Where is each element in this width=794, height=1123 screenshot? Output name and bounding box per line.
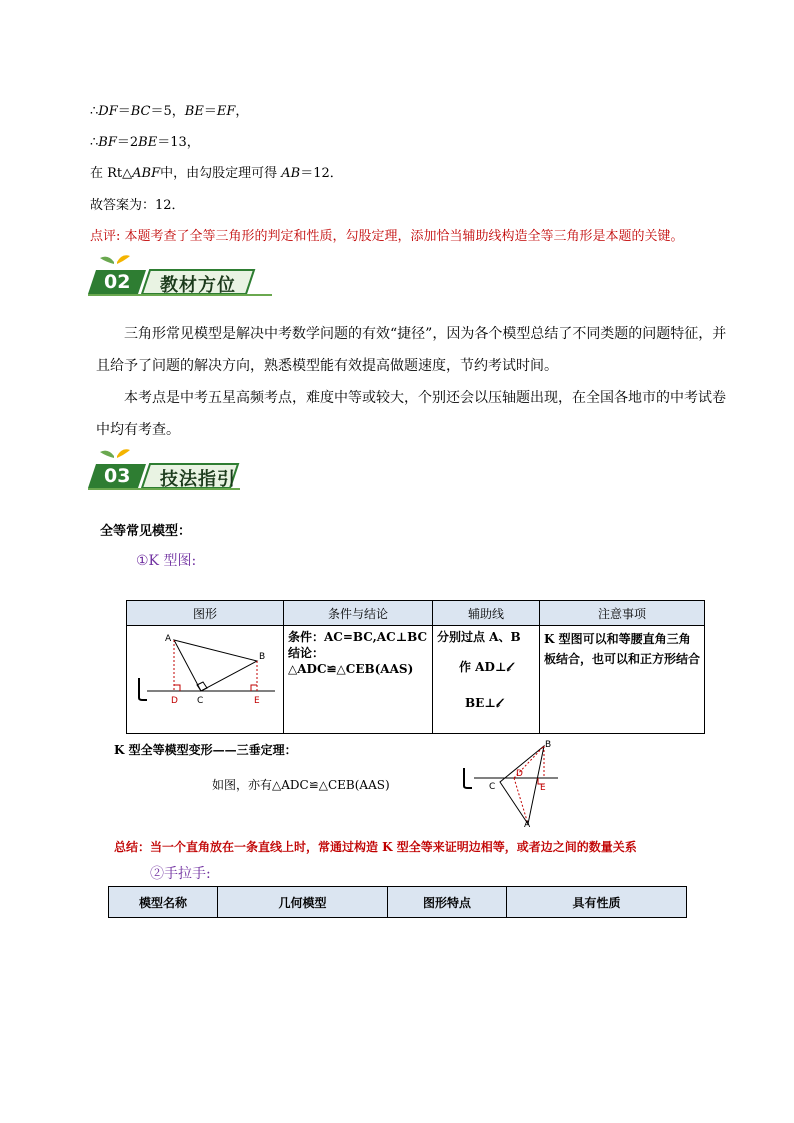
- conclusion-text: △ADC≌△CEB(AAS): [288, 662, 414, 676]
- notes-cell: K 型图可以和等腰直角三角板结合，也可以和正方形结合: [540, 626, 705, 734]
- script-l-symbol: 𝓁: [495, 696, 500, 710]
- figure-cell: [127, 626, 284, 734]
- text: ＝: [117, 104, 131, 119]
- solution-line-1: [90, 104, 248, 120]
- var-ab: AB: [281, 166, 301, 181]
- label-c: C: [489, 782, 496, 792]
- var-bc: BC: [130, 104, 151, 119]
- table-header: 条件与结论: [284, 601, 433, 626]
- conditions-cell: [284, 626, 433, 734]
- var-be: BE: [184, 104, 204, 119]
- section-02-badge: [84, 252, 274, 302]
- var-be: BE: [138, 135, 158, 150]
- k-model-label: ①K 型图:: [136, 553, 197, 569]
- condition-text: 条件：AC=BC,AC⊥BC: [288, 630, 428, 644]
- text: ＝: [203, 104, 217, 119]
- table-header: 图形特点: [388, 887, 507, 918]
- comment-line: 点评: 本题考查了全等三角形的判定和性质，勾股定理，添加恰当辅助线构造全等三角形是本题的关键。: [90, 229, 684, 244]
- three-perpendicular-figure: [456, 738, 562, 828]
- label-c: C: [197, 696, 204, 706]
- section-03-badge: [84, 446, 244, 496]
- aux-cell: [433, 626, 540, 734]
- solution-line-4: 故答案为：12．: [90, 198, 185, 213]
- table-header: 注意事项: [540, 601, 705, 626]
- section-number: 02: [104, 271, 131, 293]
- paragraph-2: 本考点是中考五星高频考点，难度中等或较大，个别还会以压轴题出现，在全国各地市的中考试卷中均有考查。: [96, 390, 726, 438]
- label-a: A: [165, 634, 172, 644]
- aux-text-2: 作 AD⊥: [459, 660, 507, 674]
- var-abf: ABF: [132, 166, 161, 181]
- k-model-table: [126, 600, 705, 734]
- solution-line-2: [90, 135, 200, 151]
- label-b: B: [545, 740, 552, 750]
- section-title: 教材方位: [160, 275, 236, 296]
- therefore-symbol: ∴: [90, 104, 99, 119]
- therefore-symbol: ∴: [90, 135, 99, 150]
- text: 中，由勾股定理可得: [160, 166, 278, 181]
- paragraph-1: 三角形常见模型是解决中考数学问题的有效“捷径”，因为各个模型总结了不同类题的问题特征，并且给予了问题的解决方向，熟悉模型能有效提高做题速度，节约考试时间。: [96, 326, 727, 374]
- aux-line-3: [465, 695, 535, 711]
- summary-text: 总结：当一个直角放在一条直线上时，常通过构造 K 型全等来证明边相等，或者边之间的数量关系: [114, 840, 637, 854]
- table-row: [127, 626, 705, 734]
- variant-title: K 型全等模型变形——三垂定理：: [114, 743, 297, 757]
- table-header-row: [109, 887, 687, 918]
- section-title: 技法指引: [160, 469, 236, 490]
- text: ＝2: [116, 135, 139, 150]
- label-e: E: [254, 696, 260, 706]
- text: 在 Rt△: [90, 166, 133, 181]
- solution-line-3: [90, 166, 343, 182]
- common-models-label: 全等常见模型：: [100, 524, 192, 539]
- hand-in-hand-label: ②手拉手:: [150, 866, 211, 882]
- table-header: 模型名称: [109, 887, 218, 918]
- hand-in-hand-table: [108, 886, 687, 918]
- table-header: 几何模型: [218, 887, 388, 918]
- text: ＝13，: [157, 135, 200, 150]
- text: ＝5，: [150, 104, 185, 119]
- label-b: B: [259, 652, 266, 662]
- aux-text-1: 分别过点 A、B: [437, 630, 521, 644]
- aux-text-3: BE⊥: [465, 696, 496, 710]
- variant-text: 如图，亦有△ADC≌△CEB(AAS): [212, 778, 390, 792]
- table-header-row: [127, 601, 705, 626]
- table-header: 图形: [127, 601, 284, 626]
- label-a: A: [524, 820, 531, 828]
- conclusion-label: 结论：: [288, 646, 325, 660]
- text: ，: [235, 104, 249, 119]
- script-l-symbol: 𝓁: [506, 660, 511, 674]
- k-model-figure: [127, 626, 283, 730]
- aux-line-2: [459, 659, 535, 675]
- text: ＝12．: [300, 166, 343, 181]
- section-number: 03: [104, 465, 131, 487]
- var-bf: BF: [98, 135, 117, 150]
- label-d: D: [516, 769, 523, 779]
- table-header: 具有性质: [507, 887, 687, 918]
- var-df: DF: [98, 104, 118, 119]
- var-ef: EF: [216, 104, 236, 119]
- label-e: E: [540, 783, 546, 793]
- label-d: D: [171, 696, 178, 706]
- table-header: 辅助线: [433, 601, 540, 626]
